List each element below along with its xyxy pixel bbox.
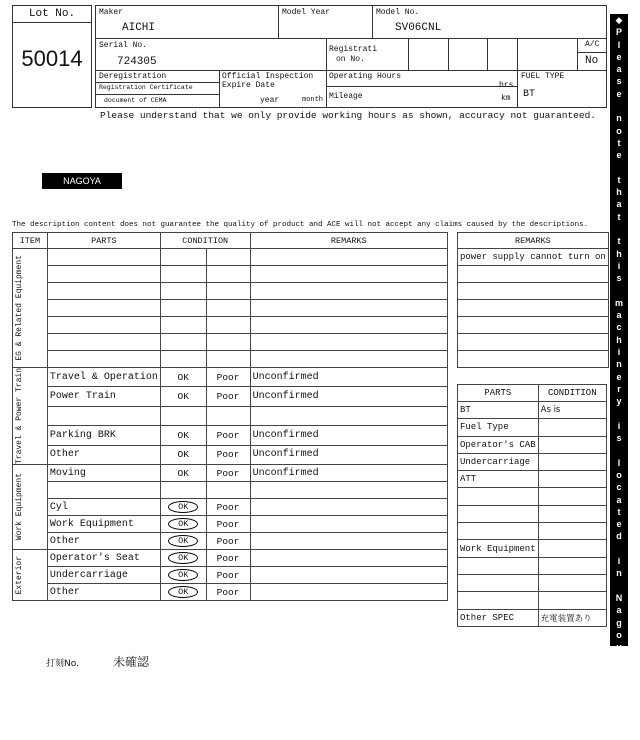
- condition-ok-cell: [160, 482, 206, 499]
- year-label: year: [260, 96, 280, 105]
- remark-cell: [250, 406, 447, 425]
- remarks-line: [458, 300, 609, 317]
- condition-poor-cell: [206, 482, 250, 499]
- hours-notice: Please understand that we only provide working hours as shown, accuracy not guaranteed.: [100, 110, 596, 121]
- condition-poor-cell: [206, 266, 250, 283]
- right-part-cell: [458, 505, 539, 522]
- condition-poor-cell: Poor: [206, 465, 250, 482]
- right-part-cell: [458, 557, 539, 574]
- cema-label: document of CEMA: [104, 97, 167, 104]
- remarks-line: [458, 351, 609, 368]
- condition-ok-cell: OK: [160, 426, 206, 445]
- condition-ok-cell: [160, 249, 206, 266]
- right-part-cell: Undercarriage: [458, 453, 539, 470]
- remark-cell: [250, 516, 447, 533]
- section-label: [13, 465, 48, 550]
- table-row: [458, 523, 607, 540]
- remarks-box: [457, 232, 609, 368]
- condition-poor-cell: Poor: [206, 550, 250, 567]
- condition-poor-cell: Poor: [206, 533, 250, 550]
- right-part-cell: Fuel Type: [458, 419, 539, 436]
- maker-value: AICHI: [122, 22, 156, 34]
- table-row: [458, 488, 607, 505]
- part-cell: Work Equipment: [47, 516, 160, 533]
- remark-cell: Unconfirmed: [250, 368, 447, 387]
- condition-poor-cell: Poor: [206, 584, 250, 601]
- table-row: [13, 283, 448, 300]
- section-name: Travel & Power Train: [15, 368, 24, 465]
- condition-poor-cell: [206, 283, 250, 300]
- remark-cell: [250, 300, 447, 317]
- condition-ok-cell: [160, 266, 206, 283]
- part-cell: [47, 266, 160, 283]
- table-row: [13, 516, 448, 533]
- model-year-label: Model Year: [282, 8, 331, 17]
- remark-cell: Unconfirmed: [250, 465, 447, 482]
- table-row: [13, 550, 448, 567]
- lot-no-label: Lot No.: [13, 6, 91, 23]
- remark-cell: [250, 499, 447, 516]
- sidebar-text: ◆ P l e a s e n o t e t h a t t h i s m a c h i n e r y i s l o c a t e d i n N a g o y a Y a r d ◆: [614, 15, 623, 739]
- condition-poor-cell: Poor: [206, 567, 250, 584]
- remark-cell: [250, 266, 447, 283]
- remark-cell: [250, 317, 447, 334]
- part-cell: Operator's Seat: [47, 550, 160, 567]
- table-row: [13, 482, 448, 499]
- condition-poor-cell: [206, 317, 250, 334]
- remarks-header: REMARKS: [250, 233, 447, 249]
- remarks-line: [458, 283, 609, 300]
- right-part-cell: Other SPEC: [458, 609, 539, 626]
- right-condition-cell: [538, 471, 606, 488]
- table-row: [13, 368, 448, 387]
- right-part-cell: BT: [458, 402, 539, 419]
- ok-circled: OK: [168, 552, 198, 564]
- condition-ok-cell: [160, 550, 206, 567]
- table-row: [13, 499, 448, 516]
- serial-value: 724305: [117, 56, 157, 68]
- remarks-line: [458, 317, 609, 334]
- part-cell: Other: [47, 445, 160, 464]
- section-label: [13, 368, 48, 465]
- table-row: [13, 300, 448, 317]
- part-cell: [47, 482, 160, 499]
- table-row: [13, 406, 448, 425]
- right-part-cell: Operator's CAB: [458, 436, 539, 453]
- table-row: [458, 453, 607, 470]
- part-cell: Moving: [47, 465, 160, 482]
- deregistration-label: Deregistration: [99, 72, 167, 81]
- right-condition-cell: [538, 592, 606, 609]
- ok-circled: OK: [168, 569, 198, 581]
- remark-cell: [250, 567, 447, 584]
- remarks-line: [458, 266, 609, 283]
- condition-ok-cell: OK: [160, 387, 206, 406]
- condition-ok-cell: OK: [160, 465, 206, 482]
- remark-cell: [250, 533, 447, 550]
- item-header: ITEM: [13, 233, 48, 249]
- remark-cell: Unconfirmed: [250, 387, 447, 406]
- right-condition-cell: [538, 574, 606, 591]
- month-label: month: [302, 96, 324, 104]
- hrs-label: hrs: [499, 81, 514, 90]
- right-condition-cell: [538, 505, 606, 522]
- condition-poor-cell: [206, 334, 250, 351]
- part-cell: [47, 334, 160, 351]
- condition-poor-cell: [206, 300, 250, 317]
- right-condition-cell: [538, 436, 606, 453]
- mileage-label: Mileage: [329, 92, 363, 101]
- condition-poor-cell: Poor: [206, 368, 250, 387]
- condition-ok-cell: [160, 317, 206, 334]
- disclaimer: The description content does not guarantee the quality of product and ACE will not accept any claims caused by the descriptions.: [12, 221, 589, 229]
- remark-cell: [250, 482, 447, 499]
- stamp-value: 未確認: [113, 655, 150, 669]
- reg-cert-label: Registration Certificate: [99, 84, 193, 91]
- section-name: EG & Related Equipment: [15, 255, 24, 361]
- remarks-line: power supply cannot turn on: [458, 249, 609, 266]
- table-row: [458, 471, 607, 488]
- remark-cell: [250, 334, 447, 351]
- remark-cell: [250, 249, 447, 266]
- location-sidebar: [610, 14, 628, 739]
- ok-circled: OK: [168, 535, 198, 547]
- condition-poor-cell: Poor: [206, 387, 250, 406]
- section-name: Exterior: [15, 555, 24, 595]
- condition-ok-cell: [160, 516, 206, 533]
- remark-cell: [250, 550, 447, 567]
- ok-circled: OK: [168, 518, 198, 530]
- table-row: [13, 445, 448, 464]
- right-part-cell: ATT: [458, 471, 539, 488]
- condition-poor-cell: [206, 351, 250, 368]
- condition-poor-cell: [206, 249, 250, 266]
- condition-ok-cell: [160, 499, 206, 516]
- part-cell: [47, 300, 160, 317]
- part-cell: Power Train: [47, 387, 160, 406]
- model-no-value: SV06CNL: [395, 22, 442, 34]
- right-condition-cell: [538, 488, 606, 505]
- condition-ok-cell: [160, 406, 206, 425]
- right-part-cell: [458, 574, 539, 591]
- section-name: Work Equipment: [15, 473, 24, 541]
- table-row: [458, 557, 607, 574]
- maker-label: Maker: [99, 8, 124, 17]
- right-part-cell: [458, 592, 539, 609]
- table-row: [13, 567, 448, 584]
- table-row: [13, 317, 448, 334]
- section-label: [13, 249, 48, 368]
- parts-condition-table: [457, 384, 607, 627]
- part-cell: Parking BRK: [47, 426, 160, 445]
- condition-poor-cell: [206, 406, 250, 425]
- condition-ok-cell: [160, 351, 206, 368]
- right-part-cell: [458, 523, 539, 540]
- part-cell: Undercarriage: [47, 567, 160, 584]
- condition-poor-cell: Poor: [206, 499, 250, 516]
- table-row: [458, 505, 607, 522]
- right-condition-cell: [538, 523, 606, 540]
- right-condition-cell: [538, 419, 606, 436]
- right-condition-cell: 充電装置あり: [538, 609, 606, 626]
- table-row: [13, 266, 448, 283]
- table-row: [13, 351, 448, 368]
- table-row: [13, 249, 448, 266]
- part-cell: [47, 406, 160, 425]
- table-row: [458, 592, 607, 609]
- parts-header: PARTS: [47, 233, 160, 249]
- table-row: [458, 574, 607, 591]
- right-condition-cell: [538, 540, 606, 557]
- right-condition-cell: [538, 453, 606, 470]
- condition-ok-cell: OK: [160, 368, 206, 387]
- part-cell: [47, 249, 160, 266]
- stamp-label: 打刻No.: [46, 659, 79, 669]
- table-row: [13, 465, 448, 482]
- right-condition-header: CONDITION: [538, 385, 606, 402]
- table-row: [13, 533, 448, 550]
- table-row: [458, 419, 607, 436]
- table-row: [458, 436, 607, 453]
- right-condition-cell: As is: [538, 402, 606, 419]
- condition-ok-cell: [160, 533, 206, 550]
- serial-label: Serial No.: [99, 41, 148, 50]
- table-row: [13, 584, 448, 601]
- fuel-type-label: FUEL TYPE: [521, 72, 565, 81]
- part-cell: Cyl: [47, 499, 160, 516]
- right-part-cell: [458, 488, 539, 505]
- condition-ok-cell: [160, 283, 206, 300]
- remark-cell: [250, 584, 447, 601]
- condition-ok-cell: [160, 584, 206, 601]
- table-row: [458, 540, 607, 557]
- ok-circled: OK: [168, 586, 198, 598]
- condition-ok-cell: [160, 567, 206, 584]
- condition-poor-cell: Poor: [206, 445, 250, 464]
- condition-ok-cell: [160, 334, 206, 351]
- inspection-table: [12, 232, 448, 601]
- ok-circled: OK: [168, 501, 198, 513]
- registration-label: Registrati: [329, 45, 378, 54]
- table-row: [13, 387, 448, 406]
- right-part-cell: Work Equipment: [458, 540, 539, 557]
- operating-hours-label: Operating Hours: [329, 72, 402, 81]
- remark-cell: [250, 351, 447, 368]
- right-condition-cell: [538, 557, 606, 574]
- model-no-label: Model No.: [376, 8, 420, 17]
- condition-poor-cell: Poor: [206, 426, 250, 445]
- table-row: [13, 426, 448, 445]
- condition-header: CONDITION: [160, 233, 250, 249]
- ac-value: No: [585, 55, 599, 67]
- part-cell: [47, 351, 160, 368]
- km-label: km: [501, 94, 511, 103]
- right-parts-header: PARTS: [458, 385, 539, 402]
- lot-no-value: 50014: [21, 46, 83, 71]
- remarks-line: [458, 334, 609, 351]
- condition-ok-cell: OK: [160, 445, 206, 464]
- section-label: [13, 550, 48, 601]
- part-cell: [47, 317, 160, 334]
- inspection-label: Official Inspection: [222, 72, 314, 81]
- condition-ok-cell: [160, 300, 206, 317]
- part-cell: Other: [47, 584, 160, 601]
- location-badge: NAGOYA: [42, 173, 122, 189]
- remark-cell: Unconfirmed: [250, 445, 447, 464]
- condition-poor-cell: Poor: [206, 516, 250, 533]
- table-row: [458, 609, 607, 626]
- part-cell: Other: [47, 533, 160, 550]
- table-row: [13, 334, 448, 351]
- lot-box: [12, 5, 92, 108]
- table-row: [458, 402, 607, 419]
- remark-cell: Unconfirmed: [250, 426, 447, 445]
- remarks-box-header: REMARKS: [458, 233, 609, 249]
- remark-cell: [250, 283, 447, 300]
- inspection-label-2: Expire Date: [222, 81, 275, 90]
- registration-label-2: on No.: [336, 55, 365, 64]
- fuel-type-value: BT: [523, 89, 536, 100]
- ac-label: A/C: [585, 40, 600, 49]
- part-cell: Travel & Operation: [47, 368, 160, 387]
- part-cell: [47, 283, 160, 300]
